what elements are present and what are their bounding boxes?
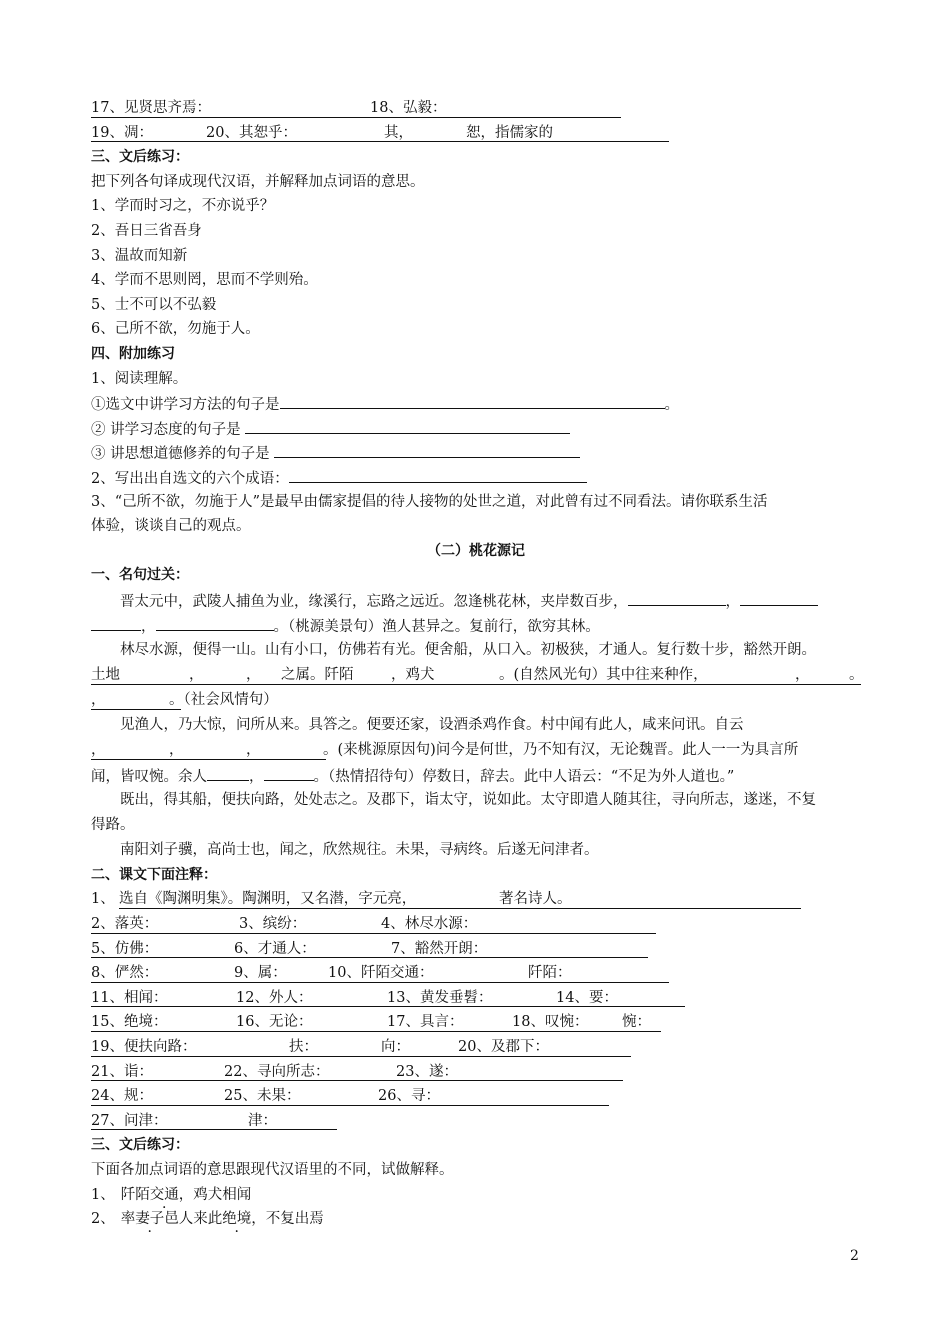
answer-blank[interactable] xyxy=(289,465,587,483)
comma: ， xyxy=(141,618,156,635)
note-item: 10、阡陌交通： xyxy=(328,965,434,982)
passage-text: 土地 xyxy=(91,666,120,683)
note-row xyxy=(91,1010,861,1035)
period: 。 xyxy=(849,666,864,683)
question-3 xyxy=(91,440,861,465)
phrase: ，鸡犬相闻 xyxy=(178,1186,252,1203)
fill-rule xyxy=(91,957,648,958)
instruction: 下面各加点词语的意思跟现代汉语里的不同，试做解释。 xyxy=(91,1162,454,1178)
note-item: 11、相闻： xyxy=(91,989,168,1006)
note-item: 21、诣： xyxy=(91,1063,153,1080)
phrase: 阡陌 xyxy=(120,1186,150,1203)
reading-label: 1、阅读理解。 xyxy=(91,370,188,387)
passage-text: 晋太元中，武陵人捕鱼为业，缘溪行，忘路之远近。忽逢桃花林，夹岸数百步， xyxy=(120,593,628,610)
dotted-word: 交通 xyxy=(149,1186,179,1203)
comma: ， xyxy=(246,741,261,758)
section-title: 四、附加练习 xyxy=(91,345,175,362)
item-19: 19、凋： xyxy=(91,124,153,141)
comma: ， xyxy=(91,741,106,758)
exercise-item xyxy=(91,1207,861,1232)
item-17: 17、见贤思齐焉： xyxy=(91,100,211,116)
instruction: 把下列各句译成现代汉语，并解释加点词语的意思。 xyxy=(91,173,425,190)
fill-rule xyxy=(91,1105,609,1106)
comma: ， xyxy=(249,768,264,785)
exercise-item: 3、温故而知新 xyxy=(91,247,188,264)
comma: ， xyxy=(246,666,261,683)
passage-text: 。(来桃源原因句)问今是何世，乃不知有汉，无论魏晋。此人一一为具言所 xyxy=(323,741,799,758)
passage-text: 。（热情招待句）停数日，辞去。此中人语云：“不足为外人道也。” xyxy=(313,768,735,785)
question-5-line1: 3、“己所不欲，勿施于人”是最早由儒家提倡的待人接物的处世之道，对此曾有过不同看法。请你联系生活 xyxy=(91,493,768,510)
answer-blank[interactable] xyxy=(274,440,580,458)
note-row xyxy=(91,1035,861,1060)
answer-blank[interactable] xyxy=(280,391,665,409)
question-5-line2: 体验，谈谈自己的观点。 xyxy=(91,518,251,535)
fill-rule xyxy=(91,684,861,685)
comma: ， xyxy=(91,691,106,708)
answer-blank[interactable] xyxy=(91,613,141,631)
note-item: 扶： xyxy=(289,1039,318,1056)
item-number: 1、 xyxy=(91,1186,115,1203)
note-item: 阡陌： xyxy=(528,965,572,982)
passage-line xyxy=(91,613,861,638)
comma: ， xyxy=(169,741,184,758)
note-text: 著名诗人。 xyxy=(499,891,572,908)
passage-text: 。（社会风情句） xyxy=(169,691,278,708)
note-text: 选自《陶渊明集》。陶渊明，又名潜，字元亮， xyxy=(119,891,417,908)
passage-text: ，鸡犬 xyxy=(391,666,435,683)
note-item: 19、便扶向路： xyxy=(91,1039,197,1056)
question-end: 。 xyxy=(664,397,679,414)
comma: ， xyxy=(189,666,204,683)
note-item: 向： xyxy=(381,1039,410,1056)
note-row xyxy=(91,887,861,912)
note-row xyxy=(91,912,861,937)
question-4 xyxy=(91,465,861,490)
note-item: 7、豁然开朗： xyxy=(391,940,488,957)
item-20: 20、其恕乎： xyxy=(206,124,297,141)
note-item: 惋： xyxy=(622,1014,651,1031)
answer-blank[interactable] xyxy=(156,613,274,631)
item-number: 2、 xyxy=(91,1211,115,1228)
phrase: 率 xyxy=(120,1211,136,1228)
note-item: 12、外人： xyxy=(236,989,313,1006)
note-row xyxy=(91,1084,861,1109)
question-text: ③ 讲思想道德修养的句子是 xyxy=(91,446,270,463)
exercise-item xyxy=(91,1183,861,1208)
fill-rule xyxy=(91,759,326,760)
passage-line xyxy=(91,738,861,763)
note-row xyxy=(91,1109,861,1134)
note-item: 8、俨然： xyxy=(91,965,159,982)
comma: ， xyxy=(795,666,810,683)
passage-text: 。（桃源美景句）渔人甚异之。复前行，欲穷其林。 xyxy=(273,618,600,635)
comma: ， xyxy=(725,593,740,610)
section-title: 三、文后练习： xyxy=(91,1137,189,1154)
question-2 xyxy=(91,416,861,441)
exercise-item: 2、吾日三省吾身 xyxy=(91,222,202,239)
passage-line xyxy=(91,763,861,788)
phrase: ，不复出焉 xyxy=(251,1211,324,1228)
note-item: 15、绝境： xyxy=(91,1014,168,1031)
note-item: 25、未果： xyxy=(224,1088,301,1105)
note-item: 津： xyxy=(248,1112,277,1129)
item-20-qi: 其， xyxy=(384,124,413,141)
note-item: 17、具言： xyxy=(387,1014,464,1031)
question-text: 2、写出出自选文的六个成语： xyxy=(91,470,289,487)
exercise-item: 1、学而时习之，不亦说乎？ xyxy=(91,198,275,215)
exercise-item: 6、己所不欲，勿施于人。 xyxy=(91,321,260,338)
document-page xyxy=(91,96,864,1232)
answer-blank[interactable] xyxy=(207,763,249,781)
answer-blank[interactable] xyxy=(628,588,726,606)
passage-line: 既出，得其船，便扶向路，处处志之。及郡下，诣太守，说如此。太守即遣人随其往，寻向所志，遂迷，不复 xyxy=(120,791,816,808)
note-row xyxy=(91,961,861,986)
note-item: 24、规： xyxy=(91,1088,153,1105)
passage-line: 南阳刘子骥，高尚士也，闻之，欣然规往。未果，寻病终。后遂无问津者。 xyxy=(120,841,599,858)
note-item: 26、寻： xyxy=(378,1088,440,1105)
note-item: 22、寻向所志： xyxy=(224,1063,330,1080)
passage-line xyxy=(91,663,864,688)
section-title: 二、课文下面注释： xyxy=(91,866,217,883)
page-number: 2 xyxy=(850,1248,859,1264)
dotted-word: 妻子 xyxy=(135,1211,165,1228)
fill-rule xyxy=(91,933,656,934)
question-text: ①选文中讲学习方法的句子是 xyxy=(91,397,280,414)
passage-line xyxy=(91,588,861,613)
note-row xyxy=(91,986,861,1011)
passage-line: 得路。 xyxy=(91,816,135,833)
passage-text: 闻，皆叹惋。余人 xyxy=(91,768,207,785)
dotted-word: 绝境 xyxy=(222,1211,252,1228)
passage-line xyxy=(91,688,861,713)
passage-text: 之属。阡陌 xyxy=(281,666,354,683)
note-item: 18、叹惋： xyxy=(512,1014,589,1031)
note-item: 9、属： xyxy=(234,965,287,982)
note-item: 13、黄发垂髫： xyxy=(387,989,493,1006)
note-item: 14、要： xyxy=(556,989,618,1006)
passage-line: 林尽水源，便得一山。山有小口，仿佛若有光。便舍船，从口入。初极狭，才通人。复行数十步，豁然开朗。 xyxy=(120,641,816,658)
note-item: 20、及郡下： xyxy=(458,1039,549,1056)
answer-blank[interactable] xyxy=(245,416,570,434)
question-text: ② 讲学习态度的句子是 xyxy=(91,421,241,438)
exercise-item: 4、学而不思则罔，思而不学则殆。 xyxy=(91,272,318,289)
vocab-row-19-20 xyxy=(91,121,861,146)
note-item: 23、遂： xyxy=(396,1063,458,1080)
exercise-item: 5、士不可以不弘毅 xyxy=(91,296,217,313)
question-1 xyxy=(91,391,861,416)
passage-text: 。(自然风光句）其中往来种作， xyxy=(499,666,708,683)
note-item: 3、缤纷： xyxy=(239,916,307,933)
answer-blank[interactable] xyxy=(264,763,314,781)
item-20-shu: 恕，指儒家的 xyxy=(466,124,553,141)
section-title: 一、名句过关： xyxy=(91,567,189,584)
item-18: 18、弘毅： xyxy=(370,100,447,116)
note-item: 27、问津： xyxy=(91,1112,168,1129)
note-item: 2、落英： xyxy=(91,916,159,933)
fill-rule xyxy=(91,141,669,142)
note-item: 6、才通人： xyxy=(234,940,316,957)
phrase: 邑人来此 xyxy=(164,1211,223,1228)
note-row xyxy=(91,937,861,962)
note-item: 5、仿佛： xyxy=(91,940,159,957)
fill-rule xyxy=(91,1080,623,1081)
answer-blank[interactable] xyxy=(740,588,818,606)
passage-line: 见渔人，乃大惊，问所从来。具答之。便要还家，设酒杀鸡作食。村中闻有此人，咸来问讯。自云 xyxy=(120,716,744,733)
note-item: 4、林尽水源： xyxy=(381,916,478,933)
note-number: 1、 xyxy=(91,891,115,908)
note-item: 16、无论： xyxy=(236,1014,313,1031)
lesson-title: （二）桃花源记 xyxy=(427,542,525,559)
section-title: 三、文后练习： xyxy=(91,149,189,166)
vocab-row-17-18 xyxy=(91,96,861,121)
note-row xyxy=(91,1060,861,1085)
